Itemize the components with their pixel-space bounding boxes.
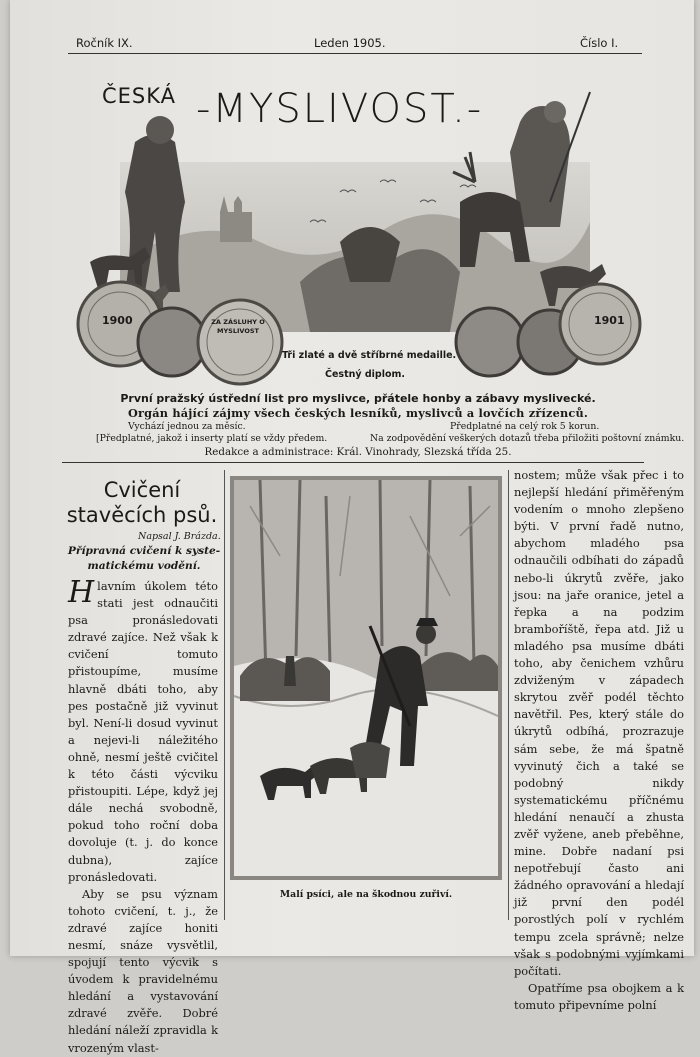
issue-label: Číslo I. [580, 36, 619, 50]
hunting-illustration [230, 476, 502, 880]
stamp-note: Na zodpovědění veškerých dotazů třeba přiložiti poštovní známku. [370, 433, 685, 444]
medal-1900-year: 1900 [102, 314, 133, 327]
section-rule [62, 462, 644, 463]
column-divider-right [508, 470, 509, 920]
article-paragraph-1: lavním úkolem této stati jest odnaučiti psa pronásledovati zdravé zajíce. Než však k cvičení tomuto přistoupíme, musíme hlavně dbáti toho, aby pes postačně již vyvinut byl. Není-li dosud vyvinut a nejevi-li náležitého ohně, nesmí ještě cvičitel k této části výcviku přistoupiti. Lépe, když jej dále nechá svobodně, pokud toho roční doba dovoluje (t. j. do konce dubna), zajíce pronásledovati. [68, 579, 218, 884]
article-column-1 [68, 575, 218, 1055]
date-label: Leden 1905. [314, 36, 386, 50]
article-byline: Napsal J. Brázda. [138, 531, 221, 542]
article-subtitle-line2: matickému vodění. [87, 560, 201, 572]
header-rule [68, 53, 642, 54]
medal-merit-text: ZA ZÁSLUHY O MYSLIVOST [211, 318, 265, 335]
medals-caption: Tři zlaté a dvě stříbrné medaille. [282, 350, 457, 361]
article-title-line1: Cvičení [103, 478, 181, 502]
organ-line: Orgán hájící zájmy všech českých lesníků, myslivců a lovčích zřízenců. [127, 406, 589, 420]
medal-1901-year: 1901 [594, 314, 625, 327]
article-subtitle [66, 544, 222, 574]
diploma-caption: Čestný diplom. [325, 369, 406, 380]
newspaper-page [10, 0, 694, 1055]
article-paragraph-4: Opatříme psa obojkem a k tomuto připevníme polní [514, 980, 684, 1012]
masthead-illustration [80, 92, 640, 387]
illustration-caption: Malí psíci, ale na škodnou zuřiví. [279, 889, 453, 900]
article-column-3 [514, 467, 684, 1012]
price-note: Předplatné na celý rok 5 korun. [450, 421, 600, 432]
drop-cap: H [68, 575, 95, 610]
title-ceska: ČESKÁ [102, 84, 177, 108]
column-divider-left [224, 470, 225, 920]
article-paragraph-3: nostem; může však přec i to nejlepší hledání přiměřeným vodením o mnoho zlepšeno býti. V první řadě nutno, abychom mladého psa odnaučili odbíhati do západů nebo-li úkrytů zvěře, jako jsou: na jaře oranice, jetel a řepka a na podzim bramboříště, řepa atd. Již u mladého psa musíme dbáti toho, aby čenichem vzhůru zdviženým v západech skrytou zvěř podél těchto navětřil. Pes, který stále do úkrytů odbíhá, prozrazuje sám sebe, že má špatně vyvinutý čich a také se podobný nikdy systematickému příčnému hledání nenaučí a zhusta zvěř vyžene, aneb přeběhne, mine. Dobře nadaní psi nepotřebují často ani žádného opravování a hledají již první den podél porostlých polí v rychlém tempu zcela správně; nelze však s podobnými vyjímkami počítati. [514, 468, 684, 978]
article-title-line2: stavěcích psů. [66, 503, 218, 527]
article-title [62, 478, 222, 528]
prepay-note: [Předplatné, jakož i inserty platí se vždy předem. [96, 433, 328, 444]
article-subtitle-line1: Přípravná cvičení k syste- [67, 545, 221, 557]
title-myslivost: -MYSLIVOST.- [196, 86, 484, 132]
volume-label: Ročník IX. [76, 36, 133, 50]
tagline: První pražský ústřední list pro myslivce, přátele honby a zábavy myslivecké. [120, 392, 596, 405]
article-paragraph-2: Aby se psu význam tohoto cvičení, t. j., že zdravé zajíce honiti nesmí, snáze vysvětlil, spojují tento výcvik s úvodem k pravidelnému hledání a vystavování zdravé zvěře. Dobré hledání náleží zpravidla k vrozeným vlast- [68, 886, 218, 1055]
frequency-note: Vychází jednou za měsíc. [128, 421, 246, 432]
editorial-address: Redakce a administrace: Král. Vinohrady, Slezská třída 25. [204, 446, 512, 458]
